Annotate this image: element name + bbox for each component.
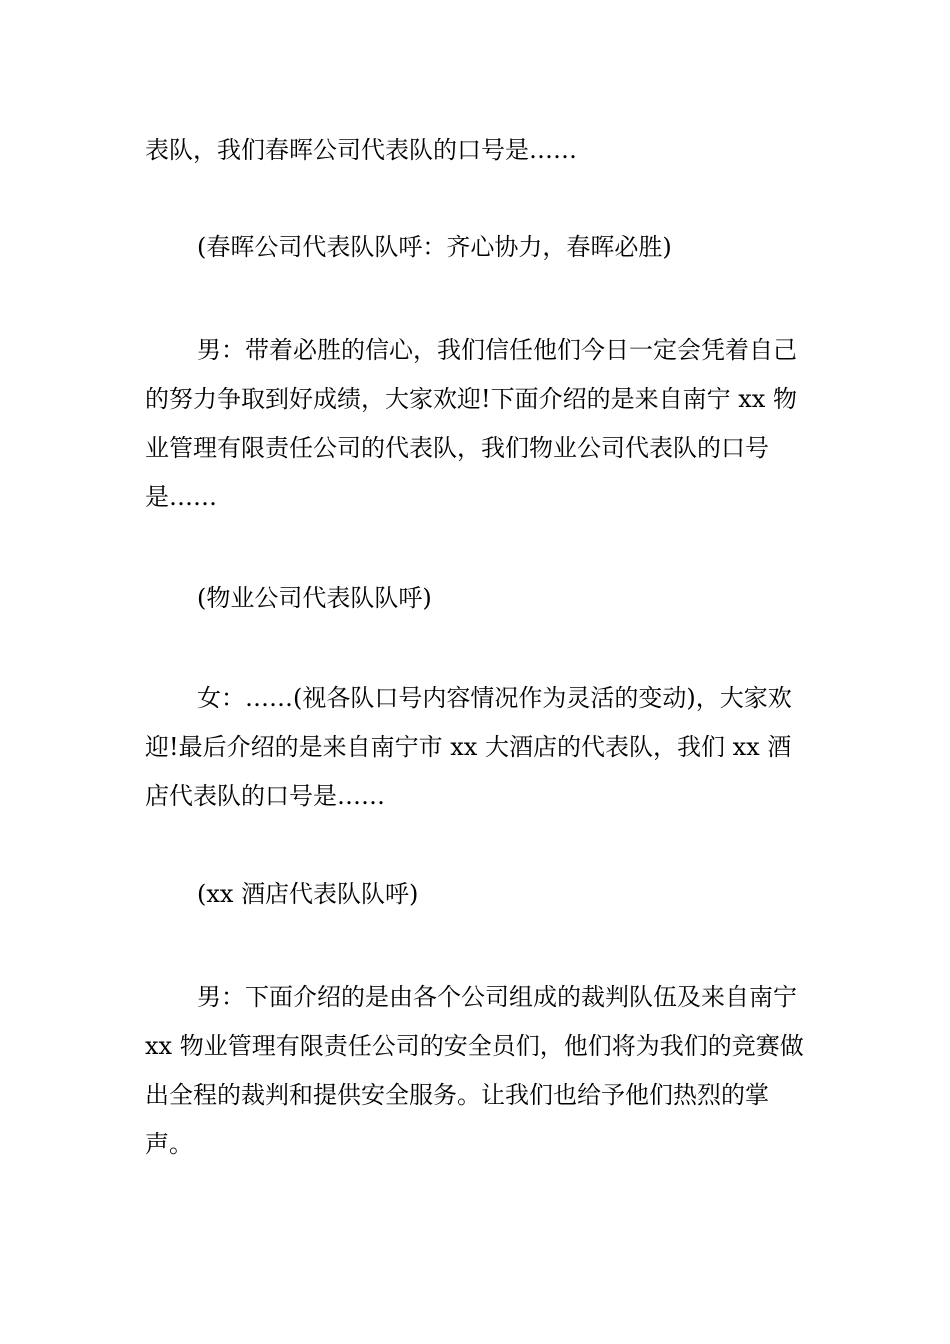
paragraph-hotel-team-cheer: (xx 酒店代表队队呼): [197, 880, 419, 908]
paragraph-male-property-team-intro: 男：带着必胜的信心，我们信任他们今日一定会凭着自己的努力争取到好成绩，大家欢迎!下面介绍的是来自南宁 xx 物业管理有限责任公司的代表队，我们物业公司代表队的口号是……: [145, 336, 797, 511]
paragraph-male-referee-intro: 男：下面介绍的是由各个公司组成的裁判队伍及来自南宁 xx 物业管理有限责任公司的安全员们，他们将为我们的竞赛做出全程的裁判和提供安全服务。让我们也给予他们热烈的掌声。: [145, 983, 804, 1158]
paragraph-team-slogan-intro: 表队，我们春晖公司代表队的口号是……: [145, 136, 577, 164]
paragraph-property-team-cheer: (物业公司代表队队呼): [197, 584, 432, 612]
paragraph-female-hotel-team-intro: 女：……(视各队口号内容情况作为灵活的变动)，大家欢迎!最后介绍的是来自南宁市 xx 大酒店的代表队，我们 xx 酒店代表队的口号是……: [145, 684, 792, 810]
paragraph-chunhui-team-cheer: (春晖公司代表队队呼：齐心协力，春晖必胜): [197, 233, 672, 261]
